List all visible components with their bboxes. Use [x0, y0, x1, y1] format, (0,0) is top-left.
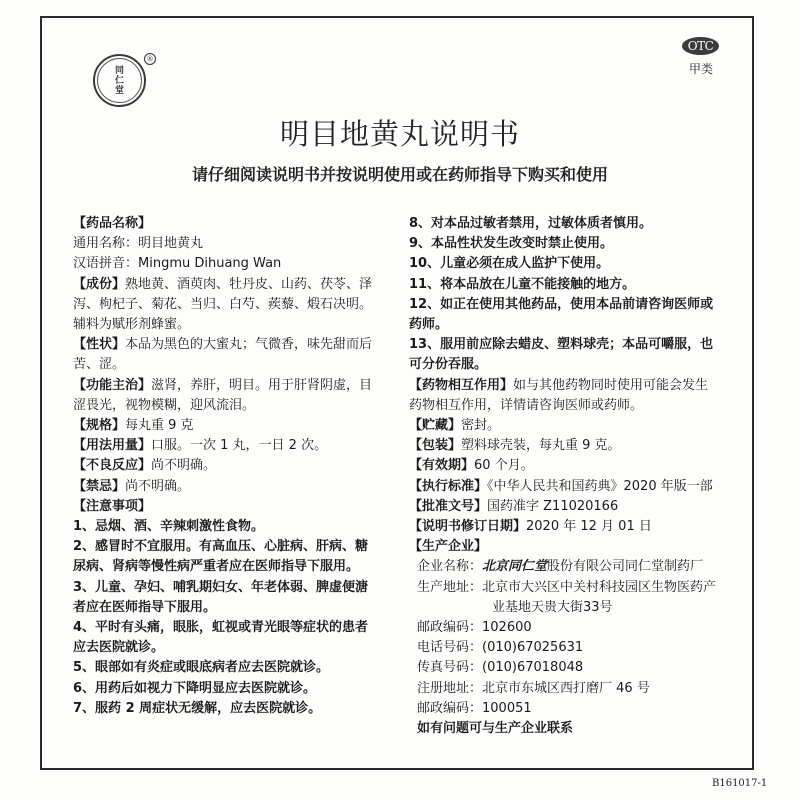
adverse-reactions-text: 尚不明确。 — [151, 458, 217, 474]
section-label-storage: 【贮藏】 — [409, 418, 462, 434]
precaution-item: 6、用药后如视力下降明显应去医院就诊。 — [73, 680, 317, 696]
precaution-item: 12、如正在使用其他药品，使用本品前请咨询医师或 — [409, 296, 714, 312]
ingredients-line-2: 泻、枸杞子、菊花、当归、白芍、蒺藜、煅石决明。 — [73, 296, 373, 312]
registered-postcode: 100051 — [482, 700, 532, 716]
contact-note: 如有问题可与生产企业联系 — [417, 721, 574, 737]
description-line-1 — [73, 335, 373, 355]
section-label-revision: 【说明书修订日期】 — [409, 519, 527, 535]
field-label: 注册地址： — [417, 680, 483, 696]
postcode: 102600 — [482, 620, 532, 636]
pinyin-name: 汉语拼音：Mingmu Dihuang Wan — [73, 256, 282, 272]
indications-text: 滋肾，养肝，明目。用于肝肾阴虚，目 — [151, 377, 373, 393]
interactions-text: 如与其他药物同时使用可能会发生 — [513, 377, 709, 393]
precaution-item-cont: 者应在医师指导下服用。 — [73, 599, 217, 615]
field-label: 传真号码： — [417, 660, 483, 676]
ingredients-line-1 — [73, 275, 373, 295]
field-label: 邮政编码： — [417, 620, 483, 636]
document-subtitle: 请仔细阅读说明书并按说明使用或在药师指导下购买和使用 — [191, 165, 608, 184]
package-line — [409, 436, 725, 456]
approval-line — [409, 497, 725, 517]
precaution-item: 10、儿童必须在成人监护下使用。 — [409, 256, 610, 272]
adverse-reactions-line — [73, 456, 335, 476]
specification-line — [73, 416, 335, 436]
standard-line — [409, 477, 725, 497]
package-text: 塑料球壳装，每丸重 9 克。 — [461, 438, 621, 454]
otc-class-label: 甲类 — [688, 62, 713, 76]
postcode-line — [417, 618, 725, 638]
precaution-item: 5、眼部如有炎症或眼底病者应去医院就诊。 — [73, 660, 330, 676]
registered-address-line — [417, 679, 725, 699]
section-label-ingredients: 【成份】 — [73, 276, 126, 292]
section-label-description: 【性状】 — [73, 337, 126, 353]
section-label-expiry: 【有效期】 — [409, 458, 475, 474]
specification-text: 每丸重 9 克 — [125, 418, 194, 434]
field-label: 企业名称： — [417, 559, 483, 575]
revision-line — [409, 517, 725, 537]
manufacturer-name-line — [417, 557, 725, 577]
description-text: 本品为黑色的大蜜丸；气微香，味先甜而后 — [125, 337, 373, 353]
section-header-precautions: 【注意事项】 — [73, 498, 152, 514]
precaution-item: 8、对本品过敏者禁用，过敏体质者慎用。 — [409, 216, 653, 231]
precaution-item-cont: 可分份吞服。 — [409, 357, 488, 373]
right-column — [409, 214, 725, 739]
field-label: 生产地址： — [417, 579, 483, 595]
section-label-indications: 【功能主治】 — [73, 377, 152, 393]
precaution-item: 2、感冒时不宜服用。有高血压、心脏病、肝病、糖 — [73, 539, 369, 555]
section-label-contraindications: 【禁忌】 — [73, 478, 126, 494]
fax-number: (010)67018048 — [482, 660, 584, 676]
section-label-specification: 【规格】 — [73, 418, 126, 434]
storage-line — [409, 416, 725, 436]
precaution-item: 11、将本品放在儿童不能接触的地方。 — [409, 276, 636, 292]
section-header-manufacturer: 【生产企业】 — [409, 539, 488, 555]
field-label: 邮政编码： — [417, 700, 483, 716]
section-label-interactions: 【药物相互作用】 — [409, 377, 514, 393]
ingredients-text: 熟地黄、酒萸肉、牡丹皮、山药、茯苓、泽 — [125, 276, 373, 292]
interactions-line-2: 药物相互作用，详情请咨询医师或药师。 — [409, 397, 644, 413]
description-line-2: 苦、涩。 — [73, 357, 126, 373]
phone-number: (010)67025631 — [482, 640, 584, 656]
standard-text: 《中华人民共和国药典》2020 年版一部 — [487, 478, 713, 494]
expiry-line — [409, 456, 725, 476]
precaution-item: 3、儿童、孕妇、哺乳期妇女、年老体弱、脾虚便溏 — [73, 579, 369, 595]
logo-char: 同 — [114, 65, 124, 76]
logo-text — [97, 58, 142, 103]
section-label-standard: 【执行标准】 — [409, 478, 488, 494]
precaution-item: 13、服用前应除去蜡皮、塑料球壳；本品可嚼服，也 — [409, 337, 714, 353]
production-address-line-2: 业基地天贵大街33号 — [492, 599, 613, 615]
print-code: B161017-1 — [712, 778, 768, 789]
revision-date: 2020 年 12 月 01 日 — [526, 519, 652, 535]
precautions-list-continued — [409, 214, 725, 376]
dosage-text: 口服。一次 1 丸，一日 2 次。 — [151, 438, 328, 454]
tongrentang-logo — [93, 54, 146, 107]
brand-name: 北京同仁堂 — [482, 559, 548, 575]
registered-mark-icon: ® — [144, 53, 156, 65]
otc-badge: OTC — [682, 37, 719, 55]
precaution-item: 4、平时有头痛，眼胀，虹视或青光眼等症状的患者 — [73, 620, 369, 636]
section-label-dosage: 【用法用量】 — [73, 438, 152, 454]
dosage-line — [73, 436, 335, 456]
phone-line — [417, 638, 725, 658]
contraindications-line — [73, 477, 335, 497]
logo-char: 堂 — [114, 85, 124, 96]
indications-line-1 — [73, 376, 373, 396]
generic-name: 通用名称：明目地黄丸 — [73, 236, 204, 252]
precaution-item-cont: 尿病、肾病等慢性病严重者应在医师指导下服用。 — [73, 559, 360, 575]
precaution-item: 9、本品性状发生改变时禁止使用。 — [409, 236, 614, 252]
field-label: 电话号码： — [417, 640, 483, 656]
manufacturer-block — [409, 557, 725, 739]
left-column — [73, 214, 373, 719]
precaution-item: 7、服药 2 周症状无缓解，应去医院就诊。 — [73, 700, 322, 716]
contraindications-text: 尚不明确。 — [125, 478, 191, 494]
registered-address: 北京市东城区西打磨厂 46 号 — [482, 680, 650, 696]
precaution-item-cont: 应去医院就诊。 — [73, 640, 165, 656]
manufacturer-name: 股份有限公司同仁堂制药厂 — [547, 559, 704, 575]
logo-char: 仁 — [114, 75, 124, 86]
section-label-package: 【包装】 — [409, 438, 462, 454]
section-label-adverse-reactions: 【不良反应】 — [73, 458, 152, 474]
expiry-text: 60 个月。 — [474, 458, 534, 474]
storage-text: 密封。 — [461, 418, 501, 434]
ingredients-line-3: 辅料为赋形剂蜂蜜。 — [73, 317, 191, 333]
section-label-approval: 【批准文号】 — [409, 498, 488, 514]
registered-postcode-line — [417, 699, 725, 719]
production-address-line — [417, 578, 725, 598]
precaution-item: 1、忌烟、酒、辛辣刺激性食物。 — [73, 519, 265, 535]
precautions-list — [73, 517, 369, 719]
interactions-line-1 — [409, 376, 725, 396]
document-title: 明目地黄丸说明书 — [279, 117, 520, 151]
section-header-drug-name: 【药品名称】 — [73, 216, 152, 231]
indications-line-2: 涩畏光，视物模糊，迎风流泪。 — [73, 397, 256, 413]
production-address: 北京市大兴区中关村科技园区生物医药产 — [482, 579, 717, 595]
approval-number: 国药准字 Z11020166 — [487, 498, 619, 514]
fax-line — [417, 658, 725, 678]
precaution-item-cont: 药师。 — [409, 317, 449, 333]
